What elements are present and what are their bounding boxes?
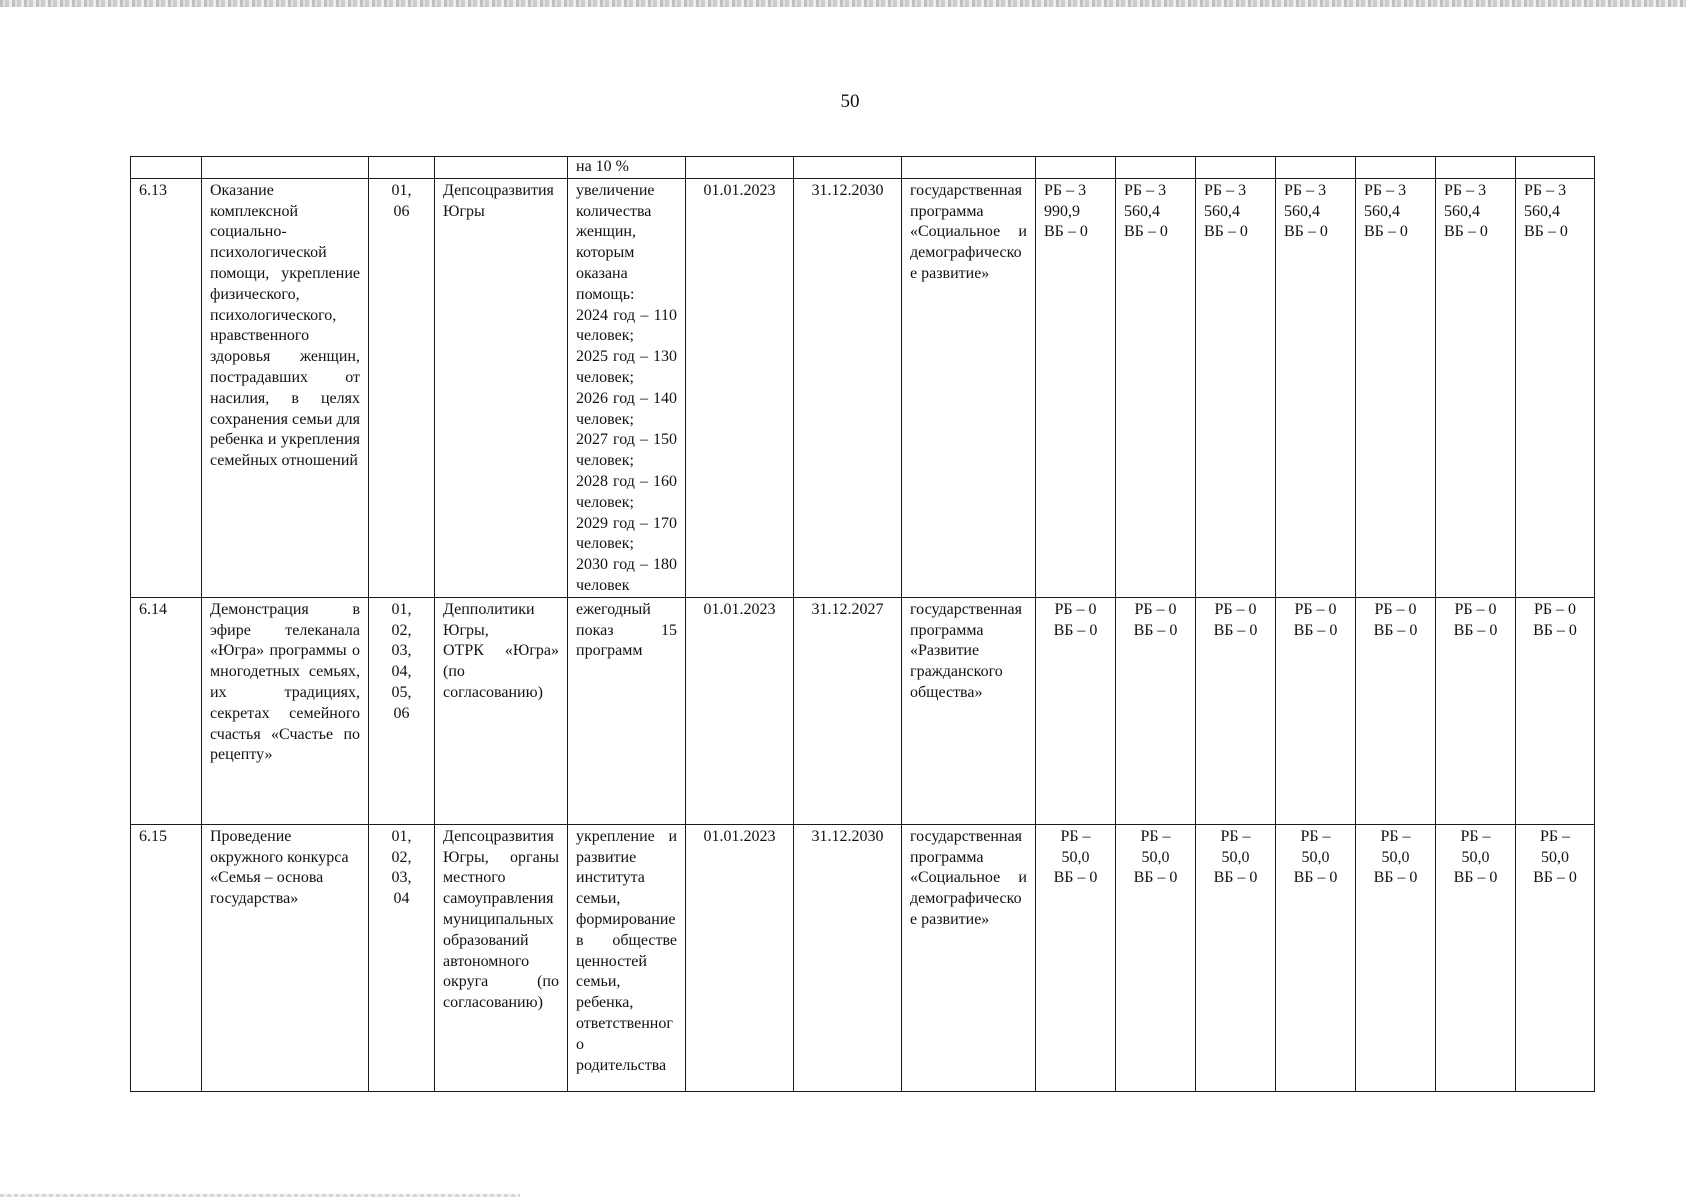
cell-start: 01.01.2023 xyxy=(686,824,794,1091)
cell-num: 6.15 xyxy=(131,824,202,1091)
cell-indicator: увеличение количества женщин, которым оказана помощь: 2024 год – 110 человек; 2025 год – 130 человек; 2026 год – 140 человек; 2027 год – 150 человек; 2028 год – 160 человек; 2029 год – 170 человек; 2030 год – 180 человек xyxy=(568,178,686,597)
measures-table xyxy=(130,156,1595,1092)
cell-funding: РБ – 50,0 ВБ – 0 xyxy=(1196,824,1276,1091)
cell-funding: РБ – 0 ВБ – 0 xyxy=(1436,597,1516,824)
cell-end: 31.12.2027 xyxy=(794,597,902,824)
cell-indicator: укрепление и развитие института семьи, формирование в обществе ценностей семьи, ребенка, ответственного родительства xyxy=(568,824,686,1091)
cell-funding: РБ – 3 560,4 ВБ – 0 xyxy=(1116,178,1196,597)
cell-program: государственная программа «Развитие гражданского общества» xyxy=(902,597,1036,824)
cell-funding: РБ – 3 560,4 ВБ – 0 xyxy=(1276,178,1356,597)
cell-funding: РБ – 50,0 ВБ – 0 xyxy=(1036,824,1116,1091)
page-number: 50 xyxy=(840,91,860,112)
cell-num xyxy=(131,157,202,179)
scan-edge-bottom xyxy=(0,1194,520,1197)
cell-funding: РБ – 3 560,4 ВБ – 0 xyxy=(1436,178,1516,597)
table-row xyxy=(131,597,1595,824)
cell-executor: Депсоцразвития Югры, органы местного самоуправления муниципальных образований автономного округа (по согласованию) xyxy=(435,824,568,1091)
cell-indicator: на 10 % xyxy=(568,157,686,179)
cell-funding: РБ – 0 ВБ – 0 xyxy=(1516,597,1595,824)
cell-start xyxy=(686,157,794,179)
cell-funding: РБ – 3 560,4 ВБ – 0 xyxy=(1516,178,1595,597)
cell-funding: РБ – 50,0 ВБ – 0 xyxy=(1276,824,1356,1091)
cell-codes: 01, 02, 03, 04, 05, 06 xyxy=(369,597,435,824)
cell-funding: РБ – 0 ВБ – 0 xyxy=(1276,597,1356,824)
cell-funding: РБ – 0 ВБ – 0 xyxy=(1196,597,1276,824)
cell-funding xyxy=(1036,157,1116,179)
cell-funding xyxy=(1436,157,1516,179)
cell-codes: 01, 02, 03, 04 xyxy=(369,824,435,1091)
cell-funding: РБ – 50,0 ВБ – 0 xyxy=(1436,824,1516,1091)
cell-name xyxy=(202,157,369,179)
cell-end xyxy=(794,157,902,179)
cell-executor: Депсоцразвития Югры xyxy=(435,178,568,597)
table-row xyxy=(131,178,1595,597)
cell-codes xyxy=(369,157,435,179)
cell-name: Демонстрация в эфире телеканала «Югра» программы о многодетных семьях, их традициях, секретах семейного счастья «Счастье по рецепту» xyxy=(202,597,369,824)
cell-num: 6.13 xyxy=(131,178,202,597)
table-row xyxy=(131,824,1595,1091)
cell-funding xyxy=(1356,157,1436,179)
cell-funding: РБ – 50,0 ВБ – 0 xyxy=(1116,824,1196,1091)
cell-funding: РБ – 0 ВБ – 0 xyxy=(1116,597,1196,824)
cell-indicator: ежегодный показ 15 программ xyxy=(568,597,686,824)
table-row-continuation xyxy=(131,157,1595,179)
cell-funding: РБ – 50,0 ВБ – 0 xyxy=(1356,824,1436,1091)
cell-num: 6.14 xyxy=(131,597,202,824)
cell-funding: РБ – 3 560,4 ВБ – 0 xyxy=(1356,178,1436,597)
scan-edge-top xyxy=(0,0,1686,7)
cell-funding: РБ – 3 990,9 ВБ – 0 xyxy=(1036,178,1116,597)
cell-funding: РБ – 0 ВБ – 0 xyxy=(1036,597,1116,824)
cell-name: Оказание комплексной социально-психологической помощи, укрепление физического, психологического, нравственного здоровья женщин, пострадавших от насилия, в целях сохранения семьи для ребенка и укрепления семейных отношений xyxy=(202,178,369,597)
cell-funding xyxy=(1116,157,1196,179)
cell-funding xyxy=(1276,157,1356,179)
cell-program: государственная программа «Социальное и демографическое развитие» xyxy=(902,178,1036,597)
cell-executor xyxy=(435,157,568,179)
cell-end: 31.12.2030 xyxy=(794,824,902,1091)
cell-executor: Депполитики Югры, ОТРК «Югра» (по согласованию) xyxy=(435,597,568,824)
cell-funding: РБ – 3 560,4 ВБ – 0 xyxy=(1196,178,1276,597)
cell-funding: РБ – 50,0 ВБ – 0 xyxy=(1516,824,1595,1091)
cell-program: государственная программа «Социальное и демографическое развитие» xyxy=(902,824,1036,1091)
cell-codes: 01, 06 xyxy=(369,178,435,597)
cell-funding xyxy=(1196,157,1276,179)
cell-end: 31.12.2030 xyxy=(794,178,902,597)
cell-name: Проведение окружного конкурса «Семья – основа государства» xyxy=(202,824,369,1091)
cell-program xyxy=(902,157,1036,179)
cell-start: 01.01.2023 xyxy=(686,597,794,824)
cell-start: 01.01.2023 xyxy=(686,178,794,597)
cell-funding xyxy=(1516,157,1595,179)
cell-funding: РБ – 0 ВБ – 0 xyxy=(1356,597,1436,824)
